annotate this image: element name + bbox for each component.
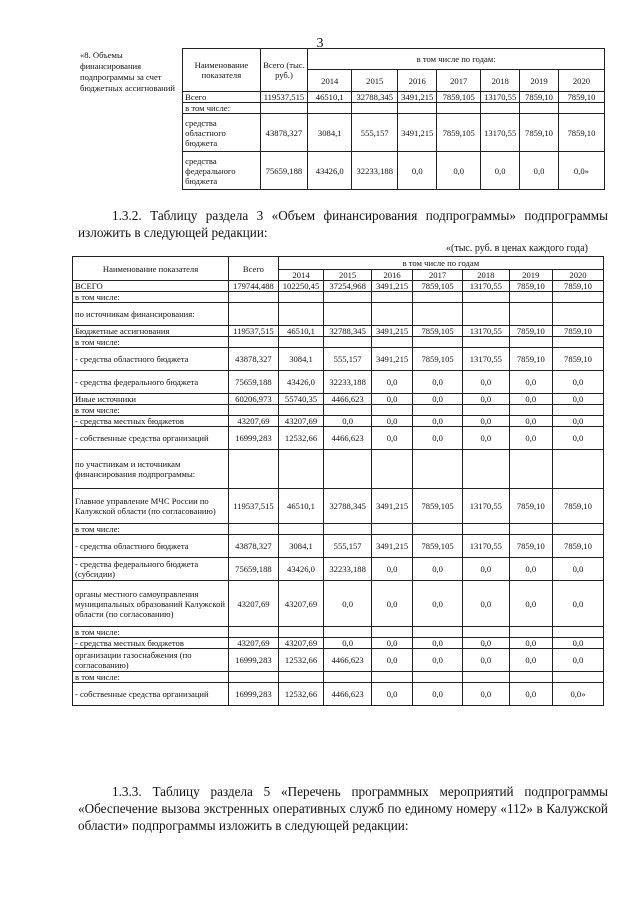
row-value: 0,0» <box>558 152 604 190</box>
year-header: 2019 <box>509 270 552 281</box>
row-value <box>413 672 463 683</box>
row-label: - средства областного бюджета <box>73 535 229 558</box>
year-header: 2018 <box>481 70 520 92</box>
table-row <box>73 405 604 416</box>
row-value: 0,0 <box>520 152 559 190</box>
table-row <box>73 683 604 706</box>
row-value: 7859,10 <box>509 489 552 524</box>
row-value: 0,0 <box>371 683 412 706</box>
year-header: 2020 <box>558 70 604 92</box>
row-value: 7859,10 <box>558 114 604 152</box>
row-label: - средства областного бюджета <box>73 348 229 371</box>
row-value: 0,0 <box>552 581 603 627</box>
row-label: по источникам финансирования: <box>73 303 229 326</box>
row-value: 3084,1 <box>278 535 324 558</box>
row-label: в том числе: <box>73 524 229 535</box>
row-value: 7859,10 <box>558 92 604 103</box>
row-value <box>278 337 324 348</box>
row-value <box>552 303 603 326</box>
row-total: 43207,69 <box>229 581 279 627</box>
row-value: 0,0 <box>552 394 603 405</box>
row-value: 12532,66 <box>278 649 324 672</box>
row-label: Главное управление МЧС России по Калужской области (по согласованию) <box>73 489 229 524</box>
row-total: 16999,283 <box>229 649 279 672</box>
page-number: 3 <box>316 36 324 51</box>
year-header: 2017 <box>437 70 481 92</box>
row-value <box>278 303 324 326</box>
row-value: 0,0 <box>463 638 510 649</box>
row-value <box>413 405 463 416</box>
row-value: 0,0 <box>413 371 463 394</box>
row-value: 7859,10 <box>552 326 603 337</box>
year-header: 2020 <box>552 270 603 281</box>
row-value: 0,0 <box>413 581 463 627</box>
row-value: 0,0 <box>324 581 372 627</box>
row-value: 13170,55 <box>463 489 510 524</box>
row-label: Всего <box>183 92 260 103</box>
row-value <box>463 627 510 638</box>
row-total <box>229 292 279 303</box>
header-name: Наименование показателя <box>73 257 229 281</box>
table-row <box>73 524 604 535</box>
row-value: 0,0 <box>509 371 552 394</box>
table-row <box>73 292 604 303</box>
row-value: 7859,10 <box>520 114 559 152</box>
row-value: 0,0 <box>509 581 552 627</box>
row-value: 7859,105 <box>437 92 481 103</box>
row-value: 555,157 <box>324 535 372 558</box>
row-total: 75659,188 <box>260 152 308 190</box>
row-value <box>371 303 412 326</box>
row-value: 46510,1 <box>308 92 352 103</box>
row-label: в том числе: <box>73 337 229 348</box>
row-value: 4466,623 <box>324 649 372 672</box>
row-total: 119537,515 <box>260 92 308 103</box>
funding-summary-table <box>78 48 605 190</box>
row-total: 75659,188 <box>229 558 279 581</box>
row-value: 0,0 <box>463 427 510 450</box>
header-name: Наименование показателя <box>183 49 260 92</box>
row-value <box>509 627 552 638</box>
row-label: - собственные средства организаций <box>73 683 229 706</box>
table-row <box>73 489 604 524</box>
row-value: 0,0 <box>371 581 412 627</box>
row-label: в том числе: <box>73 292 229 303</box>
row-value: 7859,105 <box>437 114 481 152</box>
row-total <box>229 450 279 489</box>
row-value: 7859,10 <box>552 489 603 524</box>
row-total: 43878,327 <box>229 348 279 371</box>
row-value <box>324 672 372 683</box>
table-row <box>73 281 604 292</box>
row-value <box>509 405 552 416</box>
row-total: 179744,488 <box>229 281 279 292</box>
row-value: 0,0 <box>463 416 510 427</box>
row-value <box>463 524 510 535</box>
header-years-caption: в том числе по годам: <box>308 49 605 70</box>
row-value <box>509 524 552 535</box>
row-value: 3491,215 <box>371 281 412 292</box>
row-value: 55740,35 <box>278 394 324 405</box>
row-label: - средства федерального бюджета <box>73 371 229 394</box>
row-value: 7859,10 <box>520 92 559 103</box>
row-value: 32788,345 <box>324 326 372 337</box>
row-value <box>463 337 510 348</box>
row-value: 555,157 <box>324 348 372 371</box>
row-value <box>481 103 520 114</box>
table-row <box>73 337 604 348</box>
row-value: 0,0 <box>552 638 603 649</box>
row-value: 32788,345 <box>324 489 372 524</box>
row-value: 43207,69 <box>278 638 324 649</box>
row-value <box>463 450 510 489</box>
year-header: 2016 <box>398 70 437 92</box>
row-value: 0,0 <box>371 416 412 427</box>
row-label: ВСЕГО <box>73 281 229 292</box>
row-value: 7859,105 <box>413 326 463 337</box>
row-value: 0,0 <box>371 394 412 405</box>
row-value <box>413 524 463 535</box>
unit-note: «(тыс. руб. в ценах каждого года) <box>446 243 588 254</box>
row-value: 0,0 <box>463 394 510 405</box>
row-value: 4466,623 <box>324 394 372 405</box>
row-value: 13170,55 <box>463 348 510 371</box>
row-value: 13170,55 <box>463 535 510 558</box>
row-value: 0,0 <box>324 638 372 649</box>
row-total <box>229 672 279 683</box>
row-value: 12532,66 <box>278 683 324 706</box>
row-value: 13170,55 <box>481 92 520 103</box>
year-header: 2014 <box>308 70 352 92</box>
row-total: 75659,188 <box>229 371 279 394</box>
row-label: в том числе: <box>73 672 229 683</box>
row-value <box>552 292 603 303</box>
row-value: 0,0 <box>371 427 412 450</box>
row-total: 16999,283 <box>229 683 279 706</box>
row-label: - средства местных бюджетов <box>73 638 229 649</box>
row-value <box>463 292 510 303</box>
row-label: по участникам и источникам финансирования подпрограммы: <box>73 450 229 489</box>
row-value <box>552 405 603 416</box>
row-value: 0,0 <box>371 558 412 581</box>
row-value: 3491,215 <box>398 114 437 152</box>
header-total: Всего (тыс. руб.) <box>260 49 308 92</box>
row-value: 46510,1 <box>278 489 324 524</box>
row-value <box>413 627 463 638</box>
row-value: 3491,215 <box>371 535 412 558</box>
row-value <box>324 337 372 348</box>
row-value: 7859,10 <box>552 535 603 558</box>
row-label: - собственные средства организаций <box>73 427 229 450</box>
row-value: 43426,0 <box>278 371 324 394</box>
row-value: 0,0 <box>463 581 510 627</box>
row-value <box>324 292 372 303</box>
row-value: 43207,69 <box>278 581 324 627</box>
row-total: 43207,69 <box>229 416 279 427</box>
row-value: 7859,105 <box>413 348 463 371</box>
row-total: 119537,515 <box>229 489 279 524</box>
table-row <box>73 627 604 638</box>
year-header: 2017 <box>413 270 463 281</box>
row-value: 7859,105 <box>413 281 463 292</box>
paragraph-1-3-3: 1.3.3. Таблицу раздела 5 «Перечень программных мероприятий подпрограммы «Обеспечение вызова экстренных оперативных служб по единому номеру «112» в Калужской области» подпрограммы изложить в следующей редакции: <box>78 784 608 833</box>
row-value: 0,0» <box>552 683 603 706</box>
row-value <box>552 337 603 348</box>
row-value: 3084,1 <box>308 114 352 152</box>
row-total <box>229 303 279 326</box>
row-value <box>552 450 603 489</box>
table-row <box>73 535 604 558</box>
row-value: 0,0 <box>463 558 510 581</box>
row-label: средства федерального бюджета <box>183 152 260 190</box>
row-value: 0,0 <box>509 649 552 672</box>
row-total <box>229 337 279 348</box>
row-label: Иные источники <box>73 394 229 405</box>
row-value <box>520 103 559 114</box>
table-row <box>73 672 604 683</box>
row-value: 43426,0 <box>278 558 324 581</box>
row-label: в том числе: <box>73 405 229 416</box>
row-value <box>413 303 463 326</box>
row-value <box>509 292 552 303</box>
row-value: 4466,623 <box>324 427 372 450</box>
row-label: - средства местных бюджетов <box>73 416 229 427</box>
row-value <box>398 103 437 114</box>
row-value: 7859,10 <box>552 281 603 292</box>
row-value <box>278 450 324 489</box>
row-value <box>371 524 412 535</box>
row-value: 7859,105 <box>413 535 463 558</box>
row-value: 3491,215 <box>371 326 412 337</box>
row-value: 13170,55 <box>463 281 510 292</box>
row-value <box>509 450 552 489</box>
row-total: 16999,283 <box>229 427 279 450</box>
row-value <box>371 672 412 683</box>
row-value: 43426,0 <box>308 152 352 190</box>
row-value: 0,0 <box>371 649 412 672</box>
row-value: 0,0 <box>552 427 603 450</box>
row-value <box>371 405 412 416</box>
row-value <box>437 103 481 114</box>
row-value <box>352 103 398 114</box>
row-total: 43878,327 <box>229 535 279 558</box>
row-value: 0,0 <box>413 394 463 405</box>
row-value <box>558 103 604 114</box>
row-value <box>413 337 463 348</box>
table-row <box>73 581 604 627</box>
row-label: - средства федерального бюджета (субсидии) <box>73 558 229 581</box>
row-value <box>509 337 552 348</box>
table-row <box>73 649 604 672</box>
row-total <box>229 524 279 535</box>
year-header: 2015 <box>352 70 398 92</box>
row-value: 0,0 <box>413 649 463 672</box>
row-value <box>371 292 412 303</box>
row-value: 37254,968 <box>324 281 372 292</box>
year-header: 2019 <box>520 70 559 92</box>
row-value <box>371 337 412 348</box>
row-value: 0,0 <box>509 558 552 581</box>
year-header: 2016 <box>371 270 412 281</box>
row-value: 0,0 <box>552 371 603 394</box>
row-value: 0,0 <box>481 152 520 190</box>
row-value: 7859,10 <box>509 326 552 337</box>
funding-volume-table <box>72 256 604 706</box>
row-value: 102250,45 <box>278 281 324 292</box>
row-value: 0,0 <box>324 416 372 427</box>
row-value: 32233,188 <box>352 152 398 190</box>
row-label: органы местного самоуправления муниципальных образований Калужской области (по согласованию) <box>73 581 229 627</box>
row-total <box>229 405 279 416</box>
table-row <box>73 427 604 450</box>
table-row <box>73 326 604 337</box>
row-value: 0,0 <box>509 394 552 405</box>
year-header: 2015 <box>324 270 372 281</box>
row-value <box>278 405 324 416</box>
row-value <box>324 450 372 489</box>
row-value: 0,0 <box>413 683 463 706</box>
row-value: 32788,345 <box>352 92 398 103</box>
row-value <box>552 672 603 683</box>
row-value <box>278 672 324 683</box>
row-value: 3084,1 <box>278 348 324 371</box>
row-value <box>324 627 372 638</box>
row-label: в том числе: <box>183 103 260 114</box>
table-row <box>73 371 604 394</box>
row-value: 0,0 <box>463 649 510 672</box>
row-value: 7859,10 <box>552 348 603 371</box>
row-value: 0,0 <box>371 638 412 649</box>
row-value: 7859,10 <box>509 348 552 371</box>
row-value: 0,0 <box>509 683 552 706</box>
row-value: 32233,188 <box>324 558 372 581</box>
row-value: 0,0 <box>413 558 463 581</box>
year-header: 2014 <box>278 270 324 281</box>
row-value: 0,0 <box>509 427 552 450</box>
row-value: 3491,215 <box>398 92 437 103</box>
row-value <box>324 303 372 326</box>
row-value <box>371 450 412 489</box>
paragraph-1-3-2: 1.3.2. Таблицу раздела 3 «Объем финансирования подпрограммы» подпрограммы изложить в следующей редакции: <box>78 208 608 240</box>
side-label: «8. Объемы финансирования подпрограммы за счет бюджетных ассигнований <box>78 49 183 190</box>
row-value: 0,0 <box>463 371 510 394</box>
row-value <box>324 405 372 416</box>
row-value: 46510,1 <box>278 326 324 337</box>
row-value <box>552 627 603 638</box>
row-value <box>509 672 552 683</box>
row-total: 43207,69 <box>229 638 279 649</box>
row-value: 0,0 <box>552 416 603 427</box>
row-value <box>308 103 352 114</box>
table-row <box>73 638 604 649</box>
row-value: 7859,10 <box>509 535 552 558</box>
row-value: 0,0 <box>413 427 463 450</box>
table-row <box>73 416 604 427</box>
table-row <box>73 303 604 326</box>
row-value <box>278 627 324 638</box>
row-value: 7859,105 <box>413 489 463 524</box>
row-total: 119537,515 <box>229 326 279 337</box>
row-value: 43207,69 <box>278 416 324 427</box>
row-value: 3491,215 <box>371 489 412 524</box>
row-value: 0,0 <box>437 152 481 190</box>
row-value: 3491,215 <box>371 348 412 371</box>
table-row <box>73 450 604 489</box>
row-value <box>324 524 372 535</box>
row-value: 0,0 <box>413 638 463 649</box>
header-years-caption: в том числе по годам <box>278 257 603 270</box>
row-value: 13170,55 <box>463 326 510 337</box>
row-value: 0,0 <box>398 152 437 190</box>
row-value: 0,0 <box>552 649 603 672</box>
row-value <box>278 292 324 303</box>
row-total <box>229 627 279 638</box>
table-row <box>73 558 604 581</box>
row-value <box>552 524 603 535</box>
row-value: 0,0 <box>413 416 463 427</box>
year-header: 2018 <box>463 270 510 281</box>
row-value: 32233,188 <box>324 371 372 394</box>
row-value <box>371 627 412 638</box>
row-value <box>463 303 510 326</box>
row-value <box>413 450 463 489</box>
row-value <box>278 524 324 535</box>
header-total: Всего <box>229 257 279 281</box>
row-value: 555,157 <box>352 114 398 152</box>
table-row <box>73 348 604 371</box>
row-value: 0,0 <box>509 416 552 427</box>
row-label: в том числе: <box>73 627 229 638</box>
row-label: средства областного бюджета <box>183 114 260 152</box>
row-value <box>463 672 510 683</box>
row-value: 0,0 <box>509 638 552 649</box>
row-label: Бюджетные ассигнования <box>73 326 229 337</box>
row-total: 60206,973 <box>229 394 279 405</box>
row-value: 0,0 <box>552 558 603 581</box>
row-value <box>463 405 510 416</box>
row-value: 7859,10 <box>509 281 552 292</box>
table-row <box>73 394 604 405</box>
row-total <box>260 103 308 114</box>
row-value: 0,0 <box>463 683 510 706</box>
row-value: 0,0 <box>371 371 412 394</box>
row-value: 13170,55 <box>481 114 520 152</box>
row-total: 43878,327 <box>260 114 308 152</box>
row-label: организации газоснабжения (по согласованию) <box>73 649 229 672</box>
row-value: 4466,623 <box>324 683 372 706</box>
row-value <box>413 292 463 303</box>
row-value: 12532,66 <box>278 427 324 450</box>
row-value <box>509 303 552 326</box>
